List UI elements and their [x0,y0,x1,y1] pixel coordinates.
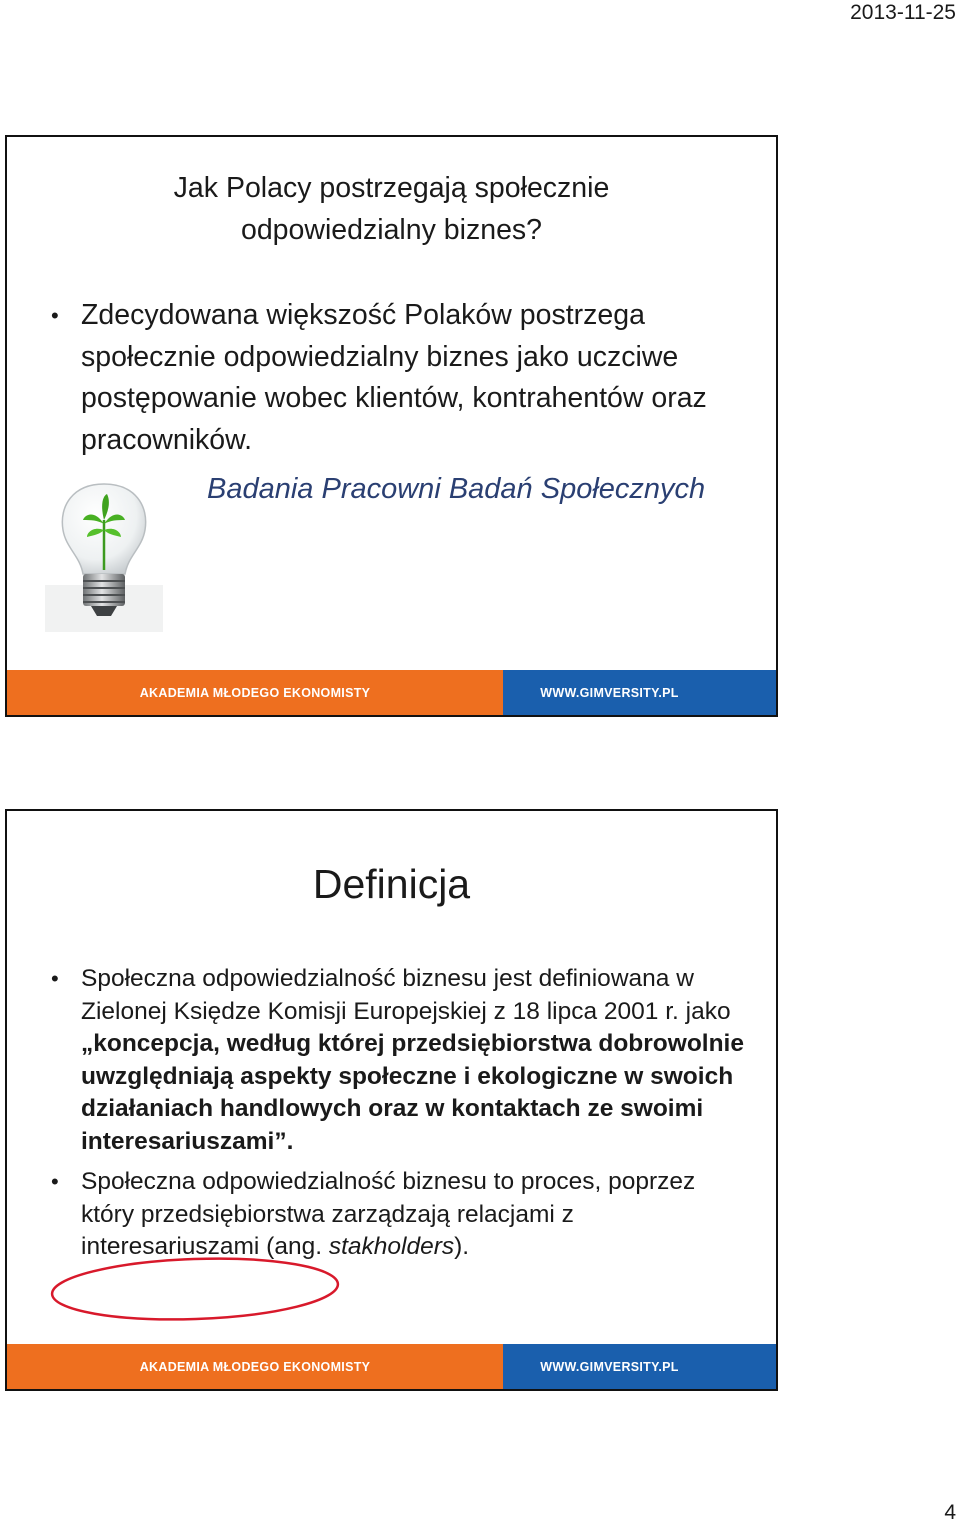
slide-footer [7,1344,776,1389]
bullet-text-end: ). [454,1233,470,1260]
bullet-item [7,963,776,1158]
slide-title: Definicja [312,861,471,907]
footer-academy-label: AKADEMIA MŁODEGO EKONOMISTY [7,1344,503,1389]
footer-academy-label: AKADEMIA MŁODEGO EKONOMISTY [7,670,503,715]
footer-website-link[interactable]: WWW.GIMVERSITY.PL [503,670,776,715]
slide-title-line-1: Jak Polacy postrzegają społecznie [173,172,610,204]
bullet-text: Społeczna odpowiedzialność biznesu to proces, poprzez który przedsiębiorstwa zarządzają relacjami z interesariuszami (ang. [81,1168,696,1260]
slide-title-line-2: odpowiedzialny biznes? [240,214,543,246]
footer-website-link[interactable]: WWW.GIMVERSITY.PL [503,1344,776,1389]
bullet-text: Społeczna odpowiedzialność biznesu jest definiowana w Zielonej Księdze Komisji Europejskiej z 18 lipca 2001 r. jako [81,965,731,1025]
slide-csr-perception [5,135,778,717]
page-date: 2013-11-25 [850,1,956,24]
lightbulb-with-plant-icon [45,480,163,632]
bullet-list [7,963,776,1272]
bullet-item [7,1166,776,1264]
source-citation: Badania Pracowni Badań Społecznych [207,473,706,505]
slide-footer [7,670,776,715]
english-term: stakholders [328,1233,455,1260]
slide-title [7,167,776,251]
page-number: 4 [944,1501,956,1524]
definition-quote: „koncepcja, według której przedsiębiorstwa dobrowolnie uwzględniają aspekty społeczne i ekologiczne w swoich działaniach handlowych oraz w kontaktach ze swoimi interesariuszami”. [81,1030,744,1155]
bullet-item: • Zdecydowana większość Polaków postrzega społecznie odpowiedzialny biznes jako uczciwe postępowanie wobec klientów, kontrahentów oraz pracowników. [7,295,776,461]
slide-definition [5,809,778,1391]
bullet-list [7,295,776,461]
